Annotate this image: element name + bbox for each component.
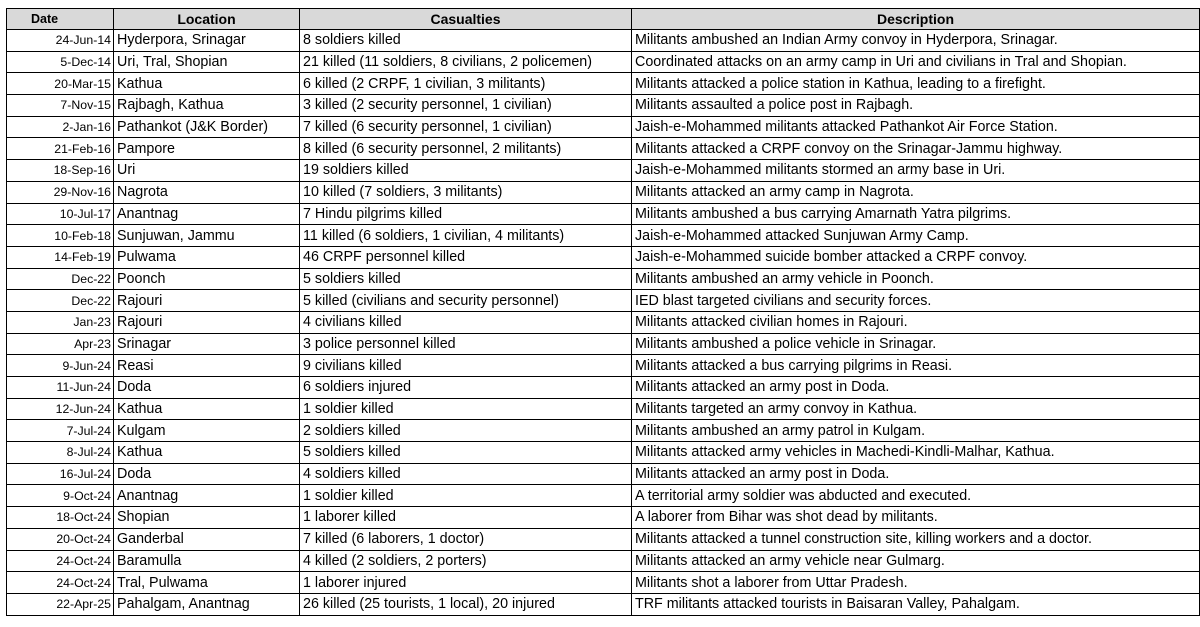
cell-description[interactable]: Militants ambushed a bus carrying Amarnath Yatra pilgrims. <box>632 203 1200 225</box>
cell-location[interactable]: Uri, Tral, Shopian <box>114 51 300 73</box>
cell-description[interactable]: Jaish-e-Mohammed militants attacked Pathankot Air Force Station. <box>632 116 1200 138</box>
cell-casualties[interactable]: 3 killed (2 security personnel, 1 civilian) <box>300 95 632 117</box>
cell-description[interactable]: Militants ambushed a police vehicle in Srinagar. <box>632 333 1200 355</box>
cell-location[interactable]: Uri <box>114 160 300 182</box>
cell-date[interactable]: 9-Oct-24 <box>7 485 114 507</box>
cell-casualties[interactable]: 7 Hindu pilgrims killed <box>300 203 632 225</box>
table-row <box>7 160 1200 182</box>
table-row <box>7 138 1200 160</box>
cell-casualties[interactable]: 1 soldier killed <box>300 485 632 507</box>
cell-casualties[interactable]: 6 killed (2 CRPF, 1 civilian, 3 militants) <box>300 73 632 95</box>
cell-description[interactable]: TRF militants attacked tourists in Baisaran Valley, Pahalgam. <box>632 593 1200 615</box>
cell-description[interactable]: Militants attacked army vehicles in Machedi-Kindli-Malhar, Kathua. <box>632 442 1200 464</box>
cell-casualties[interactable]: 19 soldiers killed <box>300 160 632 182</box>
table-row <box>7 507 1200 529</box>
cell-date[interactable]: 12-Jun-24 <box>7 398 114 420</box>
table-row <box>7 30 1200 52</box>
cell-date[interactable]: 11-Jun-24 <box>7 377 114 399</box>
table-row <box>7 268 1200 290</box>
cell-date[interactable]: 7-Nov-15 <box>7 95 114 117</box>
cell-date[interactable]: 16-Jul-24 <box>7 463 114 485</box>
cell-description[interactable]: Militants ambushed an army vehicle in Poonch. <box>632 268 1200 290</box>
cell-date[interactable]: 29-Nov-16 <box>7 181 114 203</box>
cell-description[interactable]: Militants attacked a CRPF convoy on the Srinagar-Jammu highway. <box>632 138 1200 160</box>
header-row <box>7 9 1200 30</box>
cell-description[interactable]: Militants attacked an army post in Doda. <box>632 377 1200 399</box>
cell-casualties[interactable]: 4 civilians killed <box>300 311 632 333</box>
cell-date[interactable]: 9-Jun-24 <box>7 355 114 377</box>
cell-location[interactable]: Doda <box>114 463 300 485</box>
cell-location[interactable]: Pahalgam, Anantnag <box>114 593 300 615</box>
cell-location[interactable]: Anantnag <box>114 203 300 225</box>
cell-location[interactable]: Hyderpora, Srinagar <box>114 30 300 52</box>
table-row <box>7 73 1200 95</box>
cell-location[interactable]: Shopian <box>114 507 300 529</box>
cell-description[interactable]: Militants assaulted a police post in Rajbagh. <box>632 95 1200 117</box>
cell-location[interactable]: Kulgam <box>114 420 300 442</box>
cell-date[interactable]: 10-Feb-18 <box>7 225 114 247</box>
cell-location[interactable]: Srinagar <box>114 333 300 355</box>
cell-location[interactable]: Rajbagh, Kathua <box>114 95 300 117</box>
cell-location[interactable]: Baramulla <box>114 550 300 572</box>
cell-location[interactable]: Kathua <box>114 73 300 95</box>
cell-description[interactable]: A laborer from Bihar was shot dead by militants. <box>632 507 1200 529</box>
cell-description[interactable]: Jaish-e-Mohammed suicide bomber attacked a CRPF convoy. <box>632 246 1200 268</box>
cell-casualties[interactable]: 21 killed (11 soldiers, 8 civilians, 2 policemen) <box>300 51 632 73</box>
incidents-table <box>6 8 1200 616</box>
cell-description[interactable]: Jaish-e-Mohammed attacked Sunjuwan Army Camp. <box>632 225 1200 247</box>
cell-description[interactable]: Militants ambushed an Indian Army convoy in Hyderpora, Srinagar. <box>632 30 1200 52</box>
cell-description[interactable]: Militants attacked a tunnel construction site, killing workers and a doctor. <box>632 528 1200 550</box>
cell-location[interactable]: Anantnag <box>114 485 300 507</box>
table-row <box>7 290 1200 312</box>
table-row <box>7 398 1200 420</box>
cell-description[interactable]: Militants attacked a bus carrying pilgrims in Reasi. <box>632 355 1200 377</box>
cell-casualties[interactable]: 5 killed (civilians and security personnel) <box>300 290 632 312</box>
cell-date[interactable]: 18-Sep-16 <box>7 160 114 182</box>
header-date[interactable]: Date <box>7 9 114 30</box>
cell-description[interactable]: Militants attacked an army post in Doda. <box>632 463 1200 485</box>
table-row <box>7 572 1200 594</box>
cell-casualties[interactable]: 6 soldiers injured <box>300 377 632 399</box>
table-row <box>7 355 1200 377</box>
table-row <box>7 420 1200 442</box>
cell-casualties[interactable]: 7 killed (6 laborers, 1 doctor) <box>300 528 632 550</box>
cell-location[interactable]: Kathua <box>114 398 300 420</box>
cell-date[interactable]: Jan-23 <box>7 311 114 333</box>
cell-date[interactable]: 18-Oct-24 <box>7 507 114 529</box>
cell-description[interactable]: Militants attacked civilian homes in Rajouri. <box>632 311 1200 333</box>
header-casualties[interactable]: Casualties <box>300 9 632 30</box>
cell-casualties[interactable]: 3 police personnel killed <box>300 333 632 355</box>
cell-description[interactable]: Militants targeted an army convoy in Kathua. <box>632 398 1200 420</box>
table-row <box>7 485 1200 507</box>
table-row <box>7 246 1200 268</box>
table-row <box>7 311 1200 333</box>
cell-casualties[interactable]: 9 civilians killed <box>300 355 632 377</box>
cell-date[interactable]: 2-Jan-16 <box>7 116 114 138</box>
table-row <box>7 95 1200 117</box>
cell-date[interactable]: 5-Dec-14 <box>7 51 114 73</box>
header-description[interactable]: Description <box>632 9 1200 30</box>
cell-date[interactable]: 20-Mar-15 <box>7 73 114 95</box>
cell-description[interactable]: IED blast targeted civilians and security forces. <box>632 290 1200 312</box>
cell-location[interactable]: Doda <box>114 377 300 399</box>
cell-location[interactable]: Pathankot (J&K Border) <box>114 116 300 138</box>
cell-date[interactable]: 22-Apr-25 <box>7 593 114 615</box>
cell-casualties[interactable]: 11 killed (6 soldiers, 1 civilian, 4 militants) <box>300 225 632 247</box>
cell-date[interactable]: 14-Feb-19 <box>7 246 114 268</box>
cell-location[interactable]: Reasi <box>114 355 300 377</box>
cell-location[interactable]: Pulwama <box>114 246 300 268</box>
cell-casualties[interactable]: 8 soldiers killed <box>300 30 632 52</box>
cell-date[interactable]: 24-Jun-14 <box>7 30 114 52</box>
cell-description[interactable]: Militants ambushed an army patrol in Kulgam. <box>632 420 1200 442</box>
table-header <box>7 9 1200 30</box>
cell-date[interactable]: 20-Oct-24 <box>7 528 114 550</box>
cell-description[interactable]: A territorial army soldier was abducted and executed. <box>632 485 1200 507</box>
cell-date[interactable]: 24-Oct-24 <box>7 550 114 572</box>
cell-casualties[interactable]: 1 soldier killed <box>300 398 632 420</box>
cell-casualties[interactable]: 5 soldiers killed <box>300 268 632 290</box>
cell-location[interactable]: Sunjuwan, Jammu <box>114 225 300 247</box>
cell-casualties[interactable]: 2 soldiers killed <box>300 420 632 442</box>
cell-description[interactable]: Militants attacked an army camp in Nagrota. <box>632 181 1200 203</box>
table-row <box>7 463 1200 485</box>
cell-location[interactable]: Tral, Pulwama <box>114 572 300 594</box>
table-row <box>7 377 1200 399</box>
cell-date[interactable]: Dec-22 <box>7 290 114 312</box>
cell-description[interactable]: Militants attacked a police station in Kathua, leading to a firefight. <box>632 73 1200 95</box>
table-row <box>7 203 1200 225</box>
cell-location[interactable]: Nagrota <box>114 181 300 203</box>
table-row <box>7 593 1200 615</box>
cell-date[interactable]: 24-Oct-24 <box>7 572 114 594</box>
table-row <box>7 225 1200 247</box>
cell-date[interactable]: 8-Jul-24 <box>7 442 114 464</box>
table-row <box>7 51 1200 73</box>
cell-casualties[interactable]: 4 soldiers killed <box>300 463 632 485</box>
cell-date[interactable]: Dec-22 <box>7 268 114 290</box>
cell-casualties[interactable]: 1 laborer killed <box>300 507 632 529</box>
table-row <box>7 181 1200 203</box>
table-row <box>7 116 1200 138</box>
cell-location[interactable]: Rajouri <box>114 290 300 312</box>
table-row <box>7 528 1200 550</box>
cell-casualties[interactable]: 46 CRPF personnel killed <box>300 246 632 268</box>
table-row <box>7 333 1200 355</box>
cell-casualties[interactable]: 1 laborer injured <box>300 572 632 594</box>
cell-location[interactable]: Poonch <box>114 268 300 290</box>
cell-description[interactable]: Militants attacked an army vehicle near Gulmarg. <box>632 550 1200 572</box>
cell-date[interactable]: 7-Jul-24 <box>7 420 114 442</box>
cell-location[interactable]: Rajouri <box>114 311 300 333</box>
cell-location[interactable]: Ganderbal <box>114 528 300 550</box>
cell-casualties[interactable]: 5 soldiers killed <box>300 442 632 464</box>
cell-casualties[interactable]: 4 killed (2 soldiers, 2 porters) <box>300 550 632 572</box>
table-body <box>7 30 1200 616</box>
cell-casualties[interactable]: 7 killed (6 security personnel, 1 civilian) <box>300 116 632 138</box>
cell-date[interactable]: Apr-23 <box>7 333 114 355</box>
table-row <box>7 550 1200 572</box>
cell-description[interactable]: Coordinated attacks on an army camp in Uri and civilians in Tral and Shopian. <box>632 51 1200 73</box>
header-location[interactable]: Location <box>114 9 300 30</box>
cell-date[interactable]: 21-Feb-16 <box>7 138 114 160</box>
cell-casualties[interactable]: 10 killed (7 soldiers, 3 militants) <box>300 181 632 203</box>
cell-location[interactable]: Pampore <box>114 138 300 160</box>
cell-description[interactable]: Militants shot a laborer from Uttar Pradesh. <box>632 572 1200 594</box>
cell-casualties[interactable]: 26 killed (25 tourists, 1 local), 20 injured <box>300 593 632 615</box>
cell-description[interactable]: Jaish-e-Mohammed militants stormed an army base in Uri. <box>632 160 1200 182</box>
cell-casualties[interactable]: 8 killed (6 security personnel, 2 militants) <box>300 138 632 160</box>
cell-date[interactable]: 10-Jul-17 <box>7 203 114 225</box>
cell-location[interactable]: Kathua <box>114 442 300 464</box>
table-row <box>7 442 1200 464</box>
